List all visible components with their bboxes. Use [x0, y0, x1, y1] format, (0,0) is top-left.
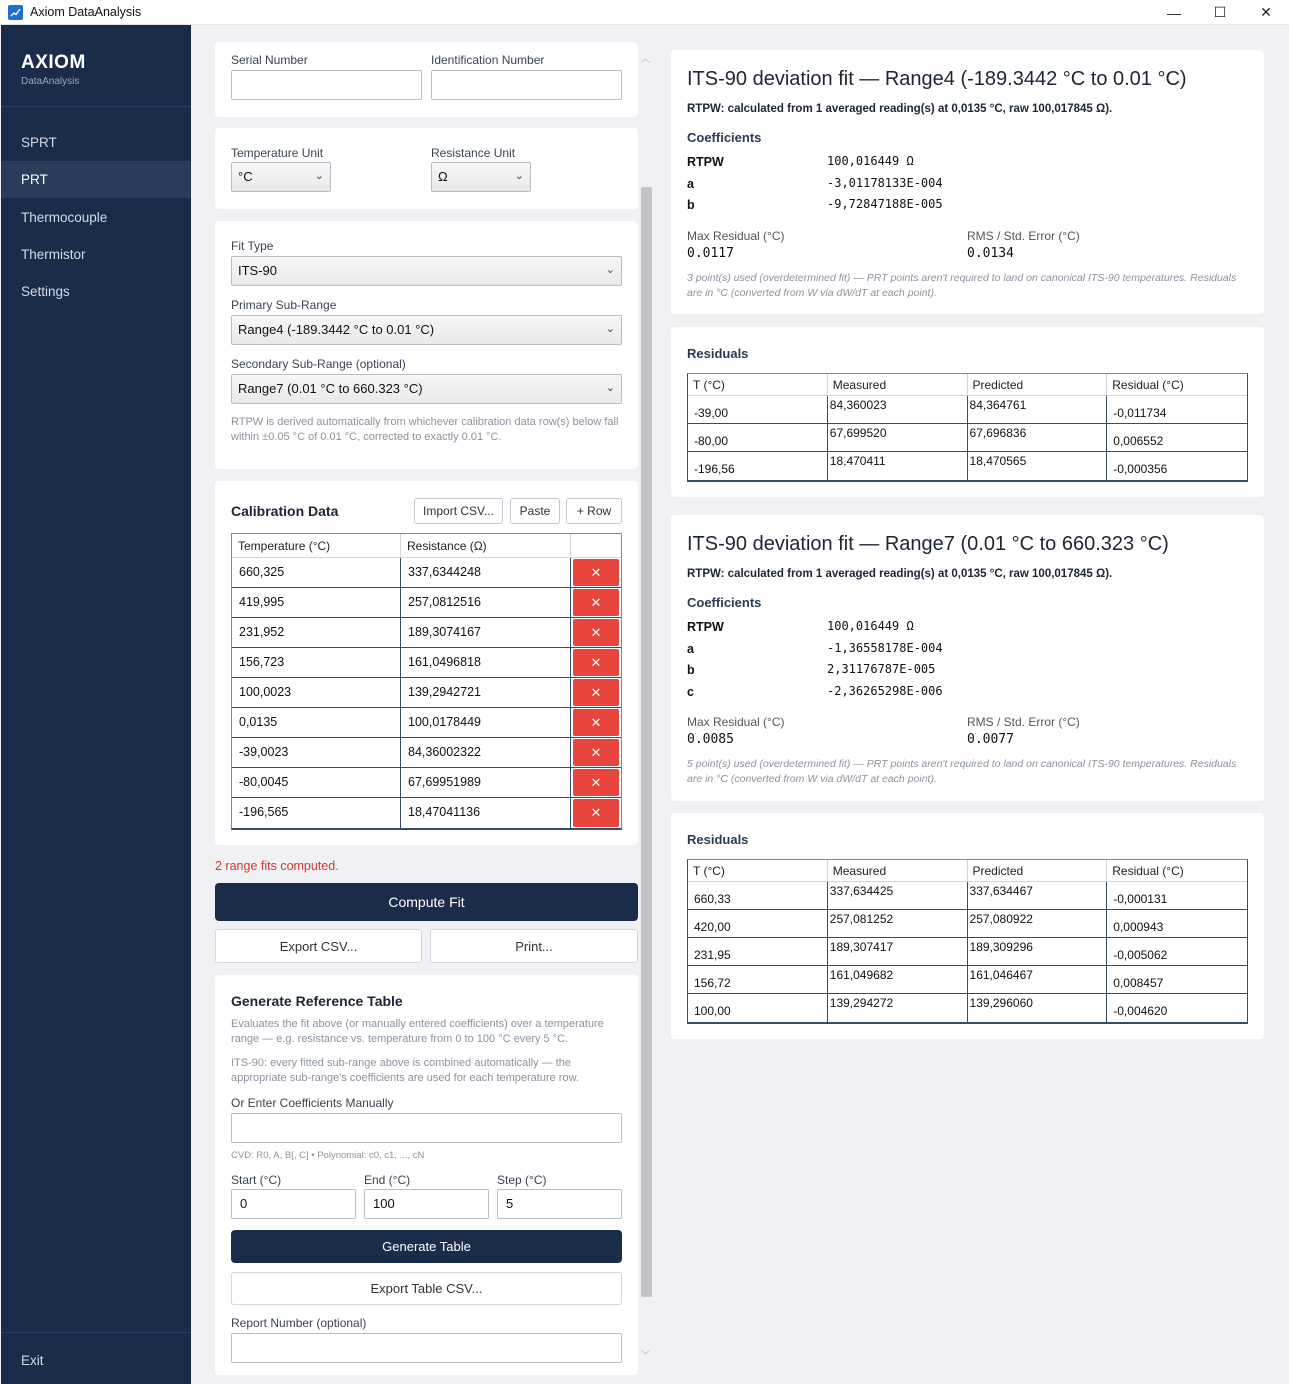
resistance-cell[interactable]: 84,36002322	[401, 738, 571, 767]
residuals-cell: 660,33	[688, 882, 828, 909]
table-row	[688, 452, 1247, 480]
close-icon: ✕	[590, 654, 602, 670]
table-row	[232, 678, 621, 708]
table-row	[688, 994, 1247, 1022]
sidebar-item-prt[interactable]: PRT	[1, 161, 191, 198]
fit2-note: 5 point(s) used (overdetermined fit) — PRT points aren't required to land on canonical ITS-90 temperatures. Residuals are in °C (converted from W via dW/dT at each point).	[687, 758, 1237, 785]
fit1-note: 3 point(s) used (overdetermined fit) — PRT points aren't required to land on canonical ITS-90 temperatures. Residuals are in °C (converted from W via dW/dT at each point).	[687, 272, 1237, 299]
fit2-coefficients-heading: Coefficients	[687, 595, 762, 610]
temp-unit-value: °C	[238, 169, 253, 184]
end-input[interactable]: 100	[364, 1189, 489, 1219]
residuals-cell: -0,005062	[1113, 948, 1168, 962]
fit1-rtpw-note: RTPW: calculated from 1 averaged reading(s) at 0,0135 °C, raw 100,017845 Ω).	[687, 103, 1113, 115]
residuals-cell: 67,696836	[968, 424, 1108, 451]
residuals-cell: 0,006552	[1113, 434, 1164, 448]
col-resistance: Resistance (Ω)	[401, 534, 571, 557]
close-icon: ✕	[590, 684, 602, 700]
res-unit-select[interactable]	[431, 162, 531, 192]
residuals-cell: 100,00	[688, 994, 828, 1022]
table-row	[232, 738, 621, 768]
window-title: Axiom DataAnalysis	[30, 5, 142, 19]
residuals-cell: 18,470411	[828, 452, 968, 480]
resistance-cell[interactable]: 100,0178449	[401, 708, 571, 737]
fit-type-label: Fit Type	[231, 239, 274, 253]
coefficient-value: -3,01178133E-004	[827, 175, 943, 190]
calibration-title: Calibration Data	[231, 503, 339, 519]
residuals-cell: -0,000131	[1113, 892, 1168, 906]
residuals-cell: 139,296060	[968, 994, 1108, 1022]
close-icon: ✕	[590, 774, 602, 790]
chevron-down-icon: ⌄	[514, 170, 524, 182]
generate-table-button[interactable]: Generate Table	[231, 1230, 622, 1263]
add-row-button[interactable]: + Row	[566, 498, 622, 524]
scroll-thumb[interactable]	[641, 187, 652, 1297]
fit1-max-residual-label: Max Residual (°C)	[687, 229, 785, 243]
resistance-cell[interactable]: 337,6344248	[401, 558, 571, 587]
calibration-table	[231, 533, 622, 830]
fit2-rms-value: 0.0077	[967, 732, 1014, 747]
sidebar	[1, 25, 191, 1384]
secondary-range-label: Secondary Sub-Range (optional)	[231, 357, 406, 371]
delete-row-button[interactable]	[573, 619, 619, 646]
residuals-cell: 420,00	[688, 910, 828, 937]
residuals-cell: 84,364761	[968, 396, 1108, 423]
table-row	[688, 882, 1247, 910]
res-unit-label: Resistance Unit	[431, 146, 516, 160]
table-row	[688, 396, 1247, 424]
primary-range-value: Range4 (-189.3442 °C to 0.01 °C)	[238, 322, 435, 337]
serial-label: Serial Number	[231, 53, 308, 67]
close-button[interactable]: ✕	[1260, 4, 1272, 20]
residuals-cell: 189,309296	[968, 938, 1108, 965]
report-number-label: Report Number (optional)	[231, 1316, 367, 1330]
fit2-residuals-heading: Residuals	[687, 832, 749, 847]
residuals-cell: 84,360023	[828, 396, 968, 423]
export-table-csv-button[interactable]: Export Table CSV...	[231, 1272, 622, 1305]
fit2-max-residual-label: Max Residual (°C)	[687, 715, 785, 729]
fit1-title: ITS-90 deviation fit — Range4 (-189.3442 °C to 0.01 °C)	[687, 68, 1187, 90]
residuals-column-header: T (°C)	[688, 860, 828, 881]
coefficient-name: c	[687, 684, 694, 699]
import-csv-button[interactable]: Import CSV...	[414, 498, 503, 524]
print-button[interactable]: Print...	[430, 929, 638, 963]
brand-subtitle: DataAnalysis	[21, 76, 80, 87]
coefficient-name: a	[687, 641, 694, 656]
table-row	[232, 648, 621, 678]
res-unit-value: Ω	[438, 169, 448, 184]
residuals-column-header: T (°C)	[688, 374, 828, 395]
fit2-max-residual-value: 0.0085	[687, 732, 734, 747]
coefficient-value: 100,016449 Ω	[827, 619, 914, 633]
fit1-rms-label: RMS / Std. Error (°C)	[967, 229, 1080, 243]
delete-row-button[interactable]	[573, 649, 619, 676]
resistance-cell[interactable]: 67,69951989	[401, 768, 571, 797]
scroll-down-icon[interactable]: ﹀	[641, 1350, 651, 1360]
close-icon: ✕	[590, 564, 602, 580]
fit2-rms-label: RMS / Std. Error (°C)	[967, 715, 1080, 729]
coefficient-value: -1,36558178E-004	[827, 640, 943, 655]
start-input[interactable]: 0	[231, 1189, 356, 1219]
residuals-cell: 161,046467	[968, 966, 1108, 993]
chevron-down-icon: ⌄	[314, 170, 324, 182]
residuals-column-header: Residual (°C)	[1112, 864, 1184, 878]
table-row	[688, 910, 1247, 938]
fit2-residuals-table	[687, 859, 1248, 1024]
resistance-cell[interactable]: 189,3074167	[401, 618, 571, 647]
serial-input[interactable]	[231, 70, 422, 100]
close-icon: ✕	[590, 714, 602, 730]
residuals-cell: 337,634467	[968, 882, 1108, 909]
temperature-cell[interactable]: -80,0045	[232, 768, 401, 797]
step-label: Step (°C)	[497, 1173, 547, 1187]
sidebar-item-sprt[interactable]: SPRT	[21, 135, 57, 150]
residuals-table-header	[688, 374, 1247, 396]
fit-type-value: ITS-90	[238, 263, 278, 278]
close-icon: ✕	[590, 805, 602, 820]
coefficient-value: 100,016449 Ω	[827, 154, 914, 168]
manual-coef-input[interactable]	[231, 1113, 622, 1143]
calibration-table-body	[232, 558, 621, 828]
temperature-cell[interactable]: 419,995	[232, 588, 401, 617]
residuals-cell: -39,00	[688, 396, 828, 423]
exit-button[interactable]: Exit	[21, 1353, 44, 1368]
brand-name: AXIOM	[21, 52, 86, 73]
residuals-column-header: Residual (°C)	[1112, 378, 1184, 392]
ident-label: Identification Number	[431, 53, 545, 67]
temperature-cell[interactable]: 100,0023	[232, 678, 401, 707]
table-row	[232, 558, 621, 588]
report-number-input[interactable]	[231, 1333, 622, 1363]
close-icon: ✕	[590, 744, 602, 760]
fit1-coefficients-heading: Coefficients	[687, 130, 762, 145]
sidebar-item-thermistor[interactable]: Thermistor	[21, 247, 86, 262]
sidebar-item-thermocouple[interactable]: Thermocouple	[21, 210, 108, 225]
reference-desc: Evaluates the fit above (or manually entered coefficients) over a temperature range — e.g. resistance vs. temperature from 0 to 100 °C every 5 °C.	[231, 1018, 604, 1045]
residuals-cell: 189,307417	[828, 938, 968, 965]
temperature-cell[interactable]: -196,565	[232, 798, 401, 828]
primary-range-label: Primary Sub-Range	[231, 298, 337, 312]
sidebar-divider	[1, 1332, 191, 1333]
table-row	[688, 938, 1247, 966]
residuals-cell: 161,049682	[828, 966, 968, 993]
fit2-rtpw-note: RTPW: calculated from 1 averaged reading(s) at 0,0135 °C, raw 100,017845 Ω).	[687, 568, 1113, 580]
delete-row-button[interactable]	[573, 709, 619, 736]
chevron-down-icon: ⌄	[605, 382, 615, 394]
temperature-cell[interactable]: 231,952	[232, 618, 401, 647]
ident-input[interactable]	[431, 70, 622, 100]
residuals-cell: 337,634425	[828, 882, 968, 909]
residuals-cell: 0,000943	[1113, 920, 1164, 934]
table-row	[688, 966, 1247, 994]
temperature-cell[interactable]: 0,0135	[232, 708, 401, 737]
delete-row-button[interactable]	[573, 559, 619, 586]
temp-unit-select[interactable]	[231, 162, 331, 192]
residuals-cell: -80,00	[688, 424, 828, 451]
temperature-cell[interactable]: 660,325	[232, 558, 401, 587]
brand-logo	[21, 52, 86, 87]
residuals-cell: 231,95	[688, 938, 828, 965]
table-row	[232, 798, 621, 828]
coefficient-name: a	[687, 176, 694, 191]
app-chart-icon	[8, 5, 23, 20]
fit1-residuals-table	[687, 373, 1248, 482]
residuals-column-header: Predicted	[968, 374, 1108, 395]
residuals-cell: 156,72	[688, 966, 828, 993]
status-message: 2 range fits computed.	[215, 859, 339, 873]
temp-unit-label: Temperature Unit	[231, 146, 324, 160]
table-row	[232, 708, 621, 738]
resistance-cell[interactable]: 257,0812516	[401, 588, 571, 617]
residuals-cell: 0,008457	[1113, 976, 1164, 990]
fit1-rms-value: 0.0134	[967, 246, 1014, 261]
coefficient-value: 2,31176787E-005	[827, 662, 936, 676]
left-panel-scrollbar[interactable]	[638, 50, 655, 1364]
rtpw-hint: RTPW is derived automatically from whichever calibration data row(s) below fall within ±0.05 °C of 0.01 °C, corrected to exactly 0.01 °C.	[231, 416, 619, 443]
delete-row-button[interactable]	[573, 589, 619, 616]
manual-coef-label: Or Enter Coefficients Manually	[231, 1096, 394, 1110]
start-label: Start (°C)	[231, 1173, 282, 1187]
reference-title: Generate Reference Table	[231, 993, 403, 1009]
scroll-up-icon[interactable]: ︿	[641, 54, 651, 64]
delete-row-button[interactable]	[573, 799, 619, 827]
resistance-cell[interactable]: 161,0496818	[401, 648, 571, 677]
compute-fit-button[interactable]: Compute Fit	[215, 883, 638, 921]
sidebar-item-settings[interactable]: Settings	[21, 284, 70, 299]
minimize-button[interactable]: —	[1167, 4, 1181, 21]
fit1-residuals-heading: Residuals	[687, 346, 749, 361]
secondary-range-value: Range7 (0.01 °C to 660.323 °C)	[238, 381, 423, 396]
delete-row-button[interactable]	[573, 769, 619, 796]
coefficient-name: RTPW	[687, 155, 724, 169]
resistance-cell[interactable]: 18,47041136	[401, 798, 571, 828]
coefficient-name: b	[687, 663, 695, 677]
resistance-cell[interactable]: 139,2942721	[401, 678, 571, 707]
close-icon: ✕	[590, 594, 602, 610]
residuals-cell: 67,699520	[828, 424, 968, 451]
step-input[interactable]: 5	[497, 1189, 622, 1219]
temperature-cell[interactable]: 156,723	[232, 648, 401, 677]
residuals-cell: 257,080922	[968, 910, 1108, 937]
delete-row-button[interactable]	[573, 679, 619, 706]
residuals-cell: -196,56	[688, 452, 828, 480]
chevron-down-icon: ⌄	[605, 264, 615, 276]
temperature-cell[interactable]: -39,0023	[232, 738, 401, 767]
residuals-cell: -0,011734	[1113, 406, 1167, 420]
residuals-table-header	[688, 860, 1247, 882]
table-row	[688, 424, 1247, 452]
delete-row-button[interactable]	[573, 739, 619, 766]
table-row	[232, 618, 621, 648]
coefficient-name: RTPW	[687, 620, 724, 634]
table-row	[232, 588, 621, 618]
residuals-cell: 18,470565	[968, 452, 1108, 480]
manual-coef-hint: CVD: R0, A, B[, C] • Polynomial: c0, c1, ..., cN	[231, 1150, 425, 1161]
residuals-cell: -0,004620	[1113, 1004, 1168, 1018]
residuals-column-header: Predicted	[968, 860, 1108, 881]
sidebar-divider	[1, 106, 191, 107]
col-temperature: Temperature (°C)	[232, 534, 401, 557]
end-label: End (°C)	[364, 1173, 411, 1187]
fit2-title: ITS-90 deviation fit — Range7 (0.01 °C to 660.323 °C)	[687, 533, 1169, 555]
residuals-cell: 139,294272	[828, 994, 968, 1022]
table-row	[232, 768, 621, 798]
maximize-button[interactable]: ☐	[1213, 4, 1227, 20]
calibration-table-header	[232, 534, 621, 558]
title-bar	[0, 0, 1289, 25]
fit-type-select[interactable]	[231, 256, 622, 286]
residuals-cell: -0,000356	[1113, 462, 1168, 476]
fit1-max-residual-value: 0.0117	[687, 246, 734, 261]
reference-its90-note: ITS-90: every fitted sub-range above is combined automatically — the appropriate sub-range's coefficients are used for each temperature row.	[231, 1057, 579, 1084]
chevron-down-icon: ⌄	[605, 323, 615, 335]
coefficient-value: -9,72847188E-005	[827, 197, 943, 211]
coefficient-value: -2,36265298E-006	[827, 683, 943, 698]
export-csv-button[interactable]: Export CSV...	[215, 929, 422, 963]
residuals-column-header: Measured	[828, 374, 968, 395]
paste-button[interactable]: Paste	[510, 498, 560, 524]
primary-range-select[interactable]	[231, 315, 622, 345]
coefficient-name: b	[687, 198, 695, 212]
secondary-range-select[interactable]	[231, 374, 622, 404]
residuals-column-header: Measured	[828, 860, 968, 881]
residuals-cell: 257,081252	[828, 910, 968, 937]
col-actions	[571, 534, 621, 557]
close-icon: ✕	[590, 624, 602, 640]
